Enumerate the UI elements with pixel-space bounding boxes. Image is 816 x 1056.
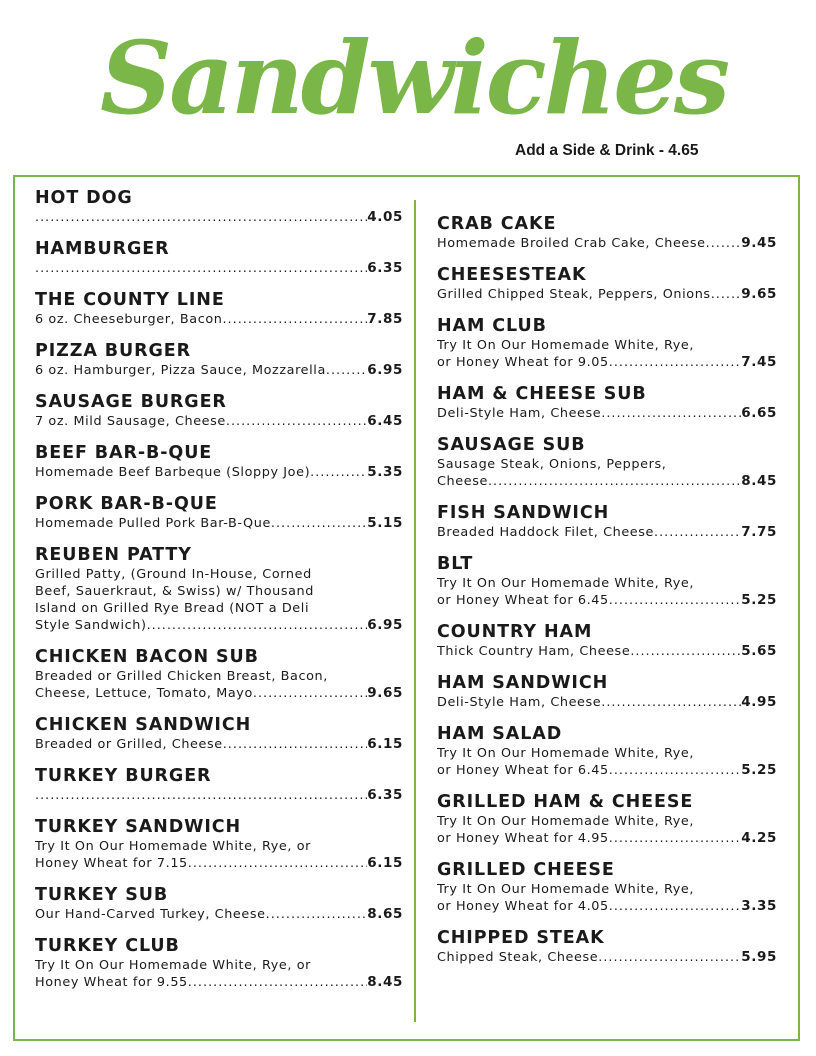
menu-item — [35, 765, 403, 804]
menu-item — [35, 884, 403, 923]
menu-item-price-line — [35, 617, 403, 634]
menu-item-description: 6 oz. Cheeseburger, Bacon — [35, 312, 223, 327]
menu-item-description: Grilled Chipped Steak, Peppers, Onions — [437, 287, 711, 302]
menu-item-price: 8.45 — [367, 974, 403, 990]
menu-item-name: CHICKEN SANDWICH — [35, 715, 252, 735]
menu-item-name: BLT — [437, 554, 474, 574]
menu-item — [437, 791, 777, 847]
dot-leader — [601, 694, 741, 711]
menu-item-description: Honey Wheat for 9.55 — [35, 975, 188, 990]
dot-leader — [310, 464, 367, 481]
menu-item-description: Try It On Our Homemade White, Rye, or — [35, 839, 312, 854]
dot-leader — [226, 413, 367, 430]
menu-item-price: 9.45 — [741, 235, 777, 251]
menu-item-description: Homemade Broiled Crab Cake, Cheese — [437, 236, 706, 251]
menu-item-name: HAM & CHEESE SUB — [437, 384, 647, 404]
menu-item-name: HOT DOG — [35, 188, 133, 208]
menu-item — [35, 442, 403, 481]
dot-leader — [147, 617, 368, 634]
menu-item — [437, 264, 777, 303]
menu-item — [437, 621, 777, 660]
menu-item-name: CHIPPED STEAK — [437, 928, 605, 948]
menu-item-price-line — [437, 592, 777, 609]
menu-item-price: 6.35 — [367, 787, 403, 803]
menu-item-description: Grilled Patty, (Ground In-House, Corned — [35, 567, 312, 582]
menu-item-price-line — [35, 311, 403, 328]
menu-item-price-line — [35, 362, 403, 379]
menu-item-description: Try It On Our Homemade White, Rye, — [437, 338, 695, 353]
menu-item-price-line — [35, 464, 403, 481]
menu-item-price-line — [35, 736, 403, 753]
menu-item-description: or Honey Wheat for 6.45 — [437, 593, 609, 608]
menu-item-name: THE COUNTY LINE — [35, 290, 225, 310]
menu-item-name: CHICKEN BACON SUB — [35, 647, 259, 667]
menu-item-description: Deli-Style Ham, Cheese — [437, 406, 602, 421]
menu-item-description: Island on Grilled Rye Bread (NOT a Deli — [35, 601, 310, 616]
menu-item — [35, 391, 403, 430]
menu-item-price-line — [437, 643, 777, 660]
menu-item-price: 6.35 — [367, 260, 403, 276]
menu-item-price: 7.45 — [741, 354, 777, 370]
dot-leader — [271, 515, 367, 532]
menu-item-name: PIZZA BURGER — [35, 341, 191, 361]
menu-item-name: TURKEY CLUB — [35, 936, 180, 956]
menu-item — [35, 238, 403, 277]
menu-column-right — [437, 213, 777, 978]
menu-item-description: Breaded or Grilled Chicken Breast, Bacon, — [35, 669, 328, 684]
menu-item-price: 5.65 — [741, 643, 777, 659]
dot-leader — [188, 974, 367, 991]
menu-item-description: or Honey Wheat for 6.45 — [437, 763, 609, 778]
menu-item-price-line — [437, 473, 777, 490]
menu-item — [437, 927, 777, 966]
menu-item — [437, 502, 777, 541]
menu-item-name: COUNTRY HAM — [437, 622, 593, 642]
menu-item-price: 5.95 — [741, 949, 777, 965]
menu-item-name: GRILLED CHEESE — [437, 860, 615, 880]
menu-item-price-line — [35, 787, 403, 804]
menu-item-description: Cheese — [437, 474, 488, 489]
menu-item — [35, 187, 403, 226]
menu-item-price: 4.95 — [741, 694, 777, 710]
menu-item-price-line — [35, 209, 403, 226]
menu-item-price-line — [437, 354, 777, 371]
menu-item-price-line — [35, 855, 403, 872]
dot-leader — [488, 473, 741, 490]
menu-item-price-line — [437, 235, 777, 252]
menu-item-name: BEEF BAR-B-QUE — [35, 443, 213, 463]
menu-item-price-line — [437, 524, 777, 541]
menu-item-description: Our Hand-Carved Turkey, Cheese — [35, 907, 266, 922]
menu-item-description: Try It On Our Homemade White, Rye, — [437, 576, 695, 591]
column-divider — [414, 200, 416, 1022]
dot-leader — [598, 949, 741, 966]
menu-item-price: 5.25 — [741, 762, 777, 778]
menu-item — [35, 289, 403, 328]
menu-item-description: Try It On Our Homemade White, Rye, — [437, 746, 695, 761]
menu-item-description: Thick Country Ham, Cheese — [437, 644, 631, 659]
menu-item-name: TURKEY SUB — [35, 885, 169, 905]
menu-item-price: 4.25 — [741, 830, 777, 846]
menu-item-price-line — [35, 260, 403, 277]
menu-item-description: or Honey Wheat for 4.05 — [437, 899, 609, 914]
menu-item — [437, 315, 777, 371]
menu-item — [35, 340, 403, 379]
dot-leader — [609, 830, 742, 847]
menu-item-price: 6.15 — [367, 855, 403, 871]
menu-item-description: Beef, Sauerkraut, & Swiss) w/ Thousand — [35, 584, 314, 599]
menu-item-price: 5.25 — [741, 592, 777, 608]
menu-item — [35, 646, 403, 702]
menu-item-price: 7.85 — [367, 311, 403, 327]
menu-item-description: or Honey Wheat for 4.95 — [437, 831, 609, 846]
dot-leader — [326, 362, 367, 379]
menu-item-description: Breaded or Grilled, Cheese — [35, 737, 223, 752]
menu-item-description: 6 oz. Hamburger, Pizza Sauce, Mozzarella — [35, 363, 326, 378]
menu-item-name: TURKEY SANDWICH — [35, 817, 242, 837]
dot-leader — [266, 906, 368, 923]
page-title: Sandwiches — [100, 19, 728, 137]
menu-item-price-line — [35, 685, 403, 702]
menu-item-name: CHEESESTEAK — [437, 265, 587, 285]
menu-item — [35, 935, 403, 991]
menu-item-name: GRILLED HAM & CHEESE — [437, 792, 694, 812]
dot-leader — [654, 524, 741, 541]
dot-leader — [223, 736, 368, 753]
menu-item-price-line — [437, 694, 777, 711]
menu-item-description: 7 oz. Mild Sausage, Cheese — [35, 414, 226, 429]
menu-item-description: Try It On Our Homemade White, Rye, — [437, 882, 695, 897]
menu-item — [35, 714, 403, 753]
menu-item-description: Sausage Steak, Onions, Peppers, — [437, 457, 667, 472]
menu-item-name: HAMBURGER — [35, 239, 170, 259]
menu-item-name: HAM CLUB — [437, 316, 547, 336]
menu-item-price: 6.45 — [367, 413, 403, 429]
menu-item-price: 6.95 — [367, 362, 403, 378]
menu-item-price: 5.15 — [367, 515, 403, 531]
menu-item-description: Cheese, Lettuce, Tomato, Mayo — [35, 686, 253, 701]
menu-item-name: CRAB CAKE — [437, 214, 557, 234]
menu-item-price: 6.15 — [367, 736, 403, 752]
menu-item-description: Homemade Pulled Pork Bar-B-Que — [35, 516, 271, 531]
menu-item-price: 9.65 — [367, 685, 403, 701]
dot-leader — [609, 898, 742, 915]
menu-item-name: TURKEY BURGER — [35, 766, 212, 786]
menu-item-name: SAUSAGE BURGER — [35, 392, 227, 412]
menu-item — [437, 859, 777, 915]
dot-leader — [706, 235, 742, 252]
dot-leader — [253, 685, 367, 702]
dot-leader — [35, 209, 367, 226]
menu-item — [437, 434, 777, 490]
menu-item-description: Honey Wheat for 7.15 — [35, 856, 188, 871]
menu-item — [437, 723, 777, 779]
menu-item-description: Deli-Style Ham, Cheese — [437, 695, 602, 710]
menu-item-description: Chipped Steak, Cheese — [437, 950, 599, 965]
menu-item — [437, 672, 777, 711]
dot-leader — [188, 855, 367, 872]
menu-item-name: REUBEN PATTY — [35, 545, 192, 565]
menu-item-price-line — [35, 974, 403, 991]
menu-item-price: 4.05 — [367, 209, 403, 225]
menu-item — [437, 553, 777, 609]
menu-item-name: HAM SALAD — [437, 724, 563, 744]
menu-item-price-line — [437, 286, 777, 303]
menu-item-price-line — [35, 515, 403, 532]
menu-item-description: Breaded Haddock Filet, Cheese — [437, 525, 655, 540]
menu-item-price-line — [437, 949, 777, 966]
dot-leader — [222, 311, 367, 328]
menu-item — [437, 383, 777, 422]
dot-leader — [630, 643, 741, 660]
menu-column-left — [35, 187, 403, 1003]
dot-leader — [711, 286, 742, 303]
menu-item-price: 7.75 — [741, 524, 777, 540]
menu-item — [437, 213, 777, 252]
menu-item-price-line — [35, 413, 403, 430]
menu-item-price-line — [437, 405, 777, 422]
menu-item-description: Homemade Beef Barbeque (Sloppy Joe) — [35, 465, 311, 480]
menu-item-price-line — [437, 898, 777, 915]
dot-leader — [609, 354, 742, 371]
menu-item-name: FISH SANDWICH — [437, 503, 610, 523]
menu-item-name: SAUSAGE SUB — [437, 435, 586, 455]
menu-item-price: 8.45 — [741, 473, 777, 489]
menu-item-price-line — [35, 906, 403, 923]
side-drink-note: Add a Side & Drink - 4.65 — [515, 142, 699, 159]
menu-item-price: 6.95 — [367, 617, 403, 633]
menu-item-name: PORK BAR-B-QUE — [35, 494, 218, 514]
menu-item-price: 5.35 — [367, 464, 403, 480]
menu-item-name: HAM SANDWICH — [437, 673, 609, 693]
menu-item-price: 3.35 — [741, 898, 777, 914]
menu-item — [35, 493, 403, 532]
menu-item-price-line — [437, 762, 777, 779]
dot-leader — [35, 260, 367, 277]
menu-item-description: Try It On Our Homemade White, Rye, — [437, 814, 695, 829]
menu-item-price-line — [437, 830, 777, 847]
menu-item-price: 9.65 — [741, 286, 777, 302]
menu-item — [35, 816, 403, 872]
dot-leader — [35, 787, 367, 804]
dot-leader — [609, 762, 742, 779]
menu-item-price: 8.65 — [367, 906, 403, 922]
dot-leader — [601, 405, 741, 422]
menu-item-description: or Honey Wheat for 9.05 — [437, 355, 609, 370]
menu-item-price: 6.65 — [741, 405, 777, 421]
menu-item — [35, 544, 403, 634]
menu-item-description: Style Sandwich) — [35, 618, 147, 633]
dot-leader — [609, 592, 742, 609]
menu-item-description: Try It On Our Homemade White, Rye, or — [35, 958, 312, 973]
